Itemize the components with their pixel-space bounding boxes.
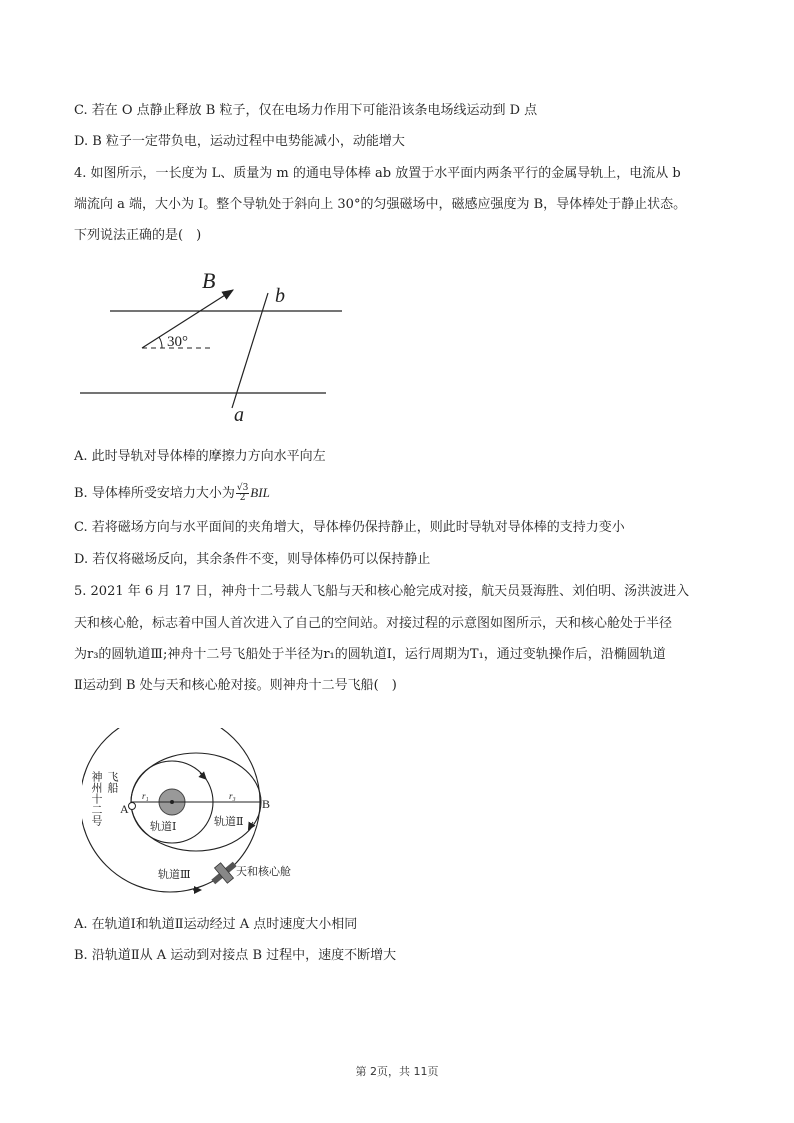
q4-stem-line3: 下列说法正确的是( ) — [74, 228, 202, 243]
label-ship-col1: 神州十二号 — [90, 771, 102, 826]
q4-option-b-prefix: B. 导体棒所受安培力大小为 — [74, 486, 235, 501]
label-a: a — [234, 404, 244, 426]
q4-option-d: D. 若仅将磁场反向，其余条件不变，则导体棒仍可以保持静止 — [74, 552, 431, 567]
q5-stem-line1: 5. 2021 年 6 月 17 日，神舟十二号载人飞船与天和核心舱完成对接，航天员聂海胜、刘伯明、汤洪波进入 — [74, 584, 690, 599]
q4-stem-line1: 4. 如图所示，一长度为 L、质量为 m 的通电导体棒 ab 放置于水平面内两条平行的金属导轨上，电流从 b — [74, 166, 681, 181]
label-station: 天和核心舱 — [236, 866, 291, 878]
q5-stem-line4: Ⅱ运动到 B 处与天和核心舱对接。则神舟十二号飞船( ) — [74, 678, 397, 693]
q3-option-d: D. B 粒子一定带负电，运动过程中电势能减小，动能增大 — [74, 134, 405, 149]
q4-stem-line2: 端流向 a 端，大小为 I。整个导轨处于斜向上 30°的匀强磁场中，磁感应强度为 B，导体棒处于静止状态。 — [74, 197, 687, 212]
page-footer: 第 2页，共 11页 — [355, 1065, 439, 1078]
q4-option-c: C. 若将磁场方向与水平面间的夹角增大，导体棒仍保持静止，则此时导轨对导体棒的支持力变小 — [74, 520, 625, 535]
q4-option-b — [74, 484, 270, 503]
label-angle: 30° — [167, 334, 188, 350]
ship-at-A — [129, 803, 136, 810]
q5-stem-line2: 天和核心舱，标志着中国人首次进入了自己的空间站。对接过程的示意图如图所示，天和核心舱处于半径 — [74, 616, 673, 631]
label-ship-col2: 飞船 — [106, 771, 118, 793]
q5-option-a: A. 在轨道Ⅰ和轨道Ⅱ运动经过 A 点时速度大小相同 — [74, 917, 358, 932]
label-orbit-1: 轨道Ⅰ — [150, 821, 177, 833]
q4-option-a: A. 此时导轨对导体棒的摩擦力方向水平向左 — [74, 449, 326, 464]
label-b: b — [275, 285, 285, 307]
label-B: B — [202, 268, 216, 293]
q5-orbit-figure — [82, 728, 332, 898]
sqrt3-over-2-fraction: $\frac{√3}{2}$ — [236, 483, 249, 503]
q4-option-b-suffix: BIL — [250, 485, 270, 500]
q4-figure-rails — [70, 258, 370, 428]
q3-option-c: C. 若在 O 点静止释放 B 粒子，仅在电场力作用下可能沿该条电场线运动到 D 点 — [74, 103, 538, 118]
q5-option-b: B. 沿轨道Ⅱ从 A 运动到对接点 B 过程中，速度不断增大 — [74, 948, 397, 963]
label-r1: r₁ — [142, 791, 149, 801]
label-r3: r₃ — [229, 791, 236, 801]
label-orbit-2: 轨道Ⅱ — [214, 816, 244, 828]
label-B: B — [262, 797, 271, 811]
conductor-rod — [232, 293, 268, 408]
label-A: A — [120, 802, 129, 816]
q5-stem-line3: 为r₃的圆轨道Ⅲ;神舟十二号飞船处于半径为r₁的圆轨道Ⅰ，运行周期为T₁，通过变轨操作后，沿椭圆轨道 — [74, 647, 666, 662]
angle-arc — [159, 337, 162, 348]
label-orbit-3: 轨道Ⅲ — [158, 869, 191, 881]
